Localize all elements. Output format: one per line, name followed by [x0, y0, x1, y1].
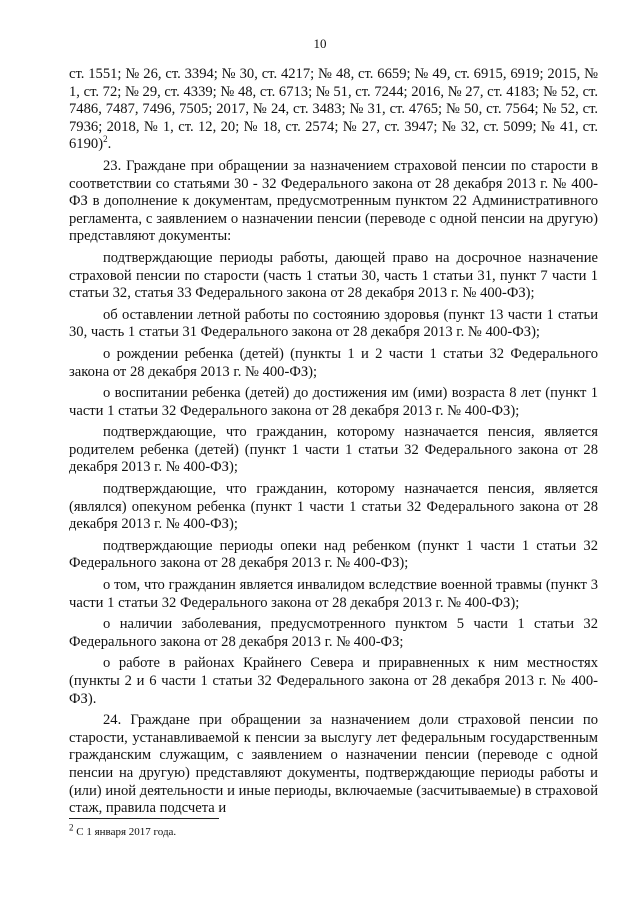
paragraph-list-item: подтверждающие, что гражданин, которому назначается пенсия, является родителем ребенка (детей) (пункт 1 части 1 статьи 32 Федерального закона от 28 декабря 2013 г. № 400-ФЗ);	[69, 424, 598, 476]
paragraph-list-item: о работе в районах Крайнего Севера и приравненных к ним местностях (пункты 2 и 6 части 1 статьи 32 Федерального закона от 28 декабря 2013 г. № 400-ФЗ).	[69, 655, 598, 707]
paragraph-continuation	[69, 66, 598, 154]
paragraph-tail: .	[107, 136, 112, 153]
paragraph-list-item: о рождении ребенка (детей) (пункты 1 и 2 части 1 статьи 32 Федерального закона от 28 декабря 2013 г. № 400-ФЗ);	[69, 345, 598, 380]
paragraph-list-item: о наличии заболевания, предусмотренного пунктом 5 части 1 статьи 32 Федерального закона от 28 декабря 2013 г. № 400-ФЗ;	[69, 616, 598, 650]
page-number: 10	[313, 36, 327, 51]
paragraph-list-item: о воспитании ребенка (детей) до достижения им (ими) возраста 8 лет (пункт 1 части 1 статьи 32 Федерального закона от 28 декабря 2013 г. № 400-ФЗ);	[69, 385, 598, 419]
paragraph-list-item: подтверждающие периоды опеки над ребенком (пункт 1 части 1 статьи 32 Федерального закона от 28 декабря 2013 г. № 400-ФЗ);	[69, 537, 598, 572]
paragraph-item-23: 23. Граждане при обращении за назначением страховой пенсии по старости в соответствии со статьями 30 - 32 Федерального закона от 28 декабря 2013 г. № 400-ФЗ в дополнение к документам, предусмотренным пунктом 22 Административного регламента, с заявлением о назначении пенсии (переводе с одной пенсии на другую) представляют документы:	[69, 157, 598, 245]
paragraph-list-item: подтверждающие, что гражданин, которому назначается пенсия, является (являлся) опекуном ребенка (пункт 1 части 1 статьи 32 Федерального закона от 28 декабря 2013 г. № 400-ФЗ);	[69, 481, 598, 533]
paragraph-item-24: 24. Граждане при обращении за назначением доли страховой пенсии по старости, устанавливаемой к пенсии за выслугу лет федеральным государственным гражданским служащим, с заявлением о назначении пенсии (переводе с одной пенсии на другую) представляют документы, подтверждающие периоды работы и (или) иной деятельности и иные периоды, включаемые (засчитываемые) в страховой стаж, правила подсчета и	[69, 712, 598, 817]
paragraph-list-item: о том, что гражданин является инвалидом вследствие военной травмы (пункт 3 части 1 статьи 32 Федерального закона от 28 декабря 2013 г. № 400-ФЗ);	[69, 577, 598, 611]
footnote-divider	[69, 818, 219, 819]
footnote	[69, 822, 598, 839]
footnote-reference: 2	[103, 134, 108, 145]
paragraph-text: ст. 1551; № 26, ст. 3394; № 30, ст. 4217; № 48, ст. 6659; № 49, ст. 6915, 6919; 2015, № 1, ст. 72; № 29, ст. 4339; № 48, ст. 6713; № 51, ст. 7244; 2016, № 27, ст. 4183; № 52, ст. 7486, 7487, 7496, 7505; 2017, № 24, ст. 3483; № 31, ст. 4765; № 50, ст. 7564; № 52, ст. 7936; 2018, № 1, ст. 12, 20; № 18, ст. 2574; № 27, ст. 3947; № 32, ст. 5099; № 41, ст. 6190)	[69, 66, 598, 153]
footnote-text: С 1 января 2017 года.	[76, 826, 177, 838]
paragraph-list-item: об оставлении летной работы по состоянию здоровья (пункт 13 части 1 статьи 30, часть 1 статьи 31 Федерального закона от 28 декабря 2013 г. № 400-ФЗ);	[69, 306, 598, 341]
footnote-marker: 2	[69, 822, 74, 833]
body-text	[69, 66, 598, 822]
paragraph-list-item: подтверждающие периоды работы, дающей право на досрочное назначение страховой пенсии по старости (часть 1 статьи 30, часть 1 статьи 31, пункт 7 части 1 статьи 32, статья 33 Федерального закона от 28 декабря 2013 г. № 400-ФЗ);	[69, 249, 598, 302]
